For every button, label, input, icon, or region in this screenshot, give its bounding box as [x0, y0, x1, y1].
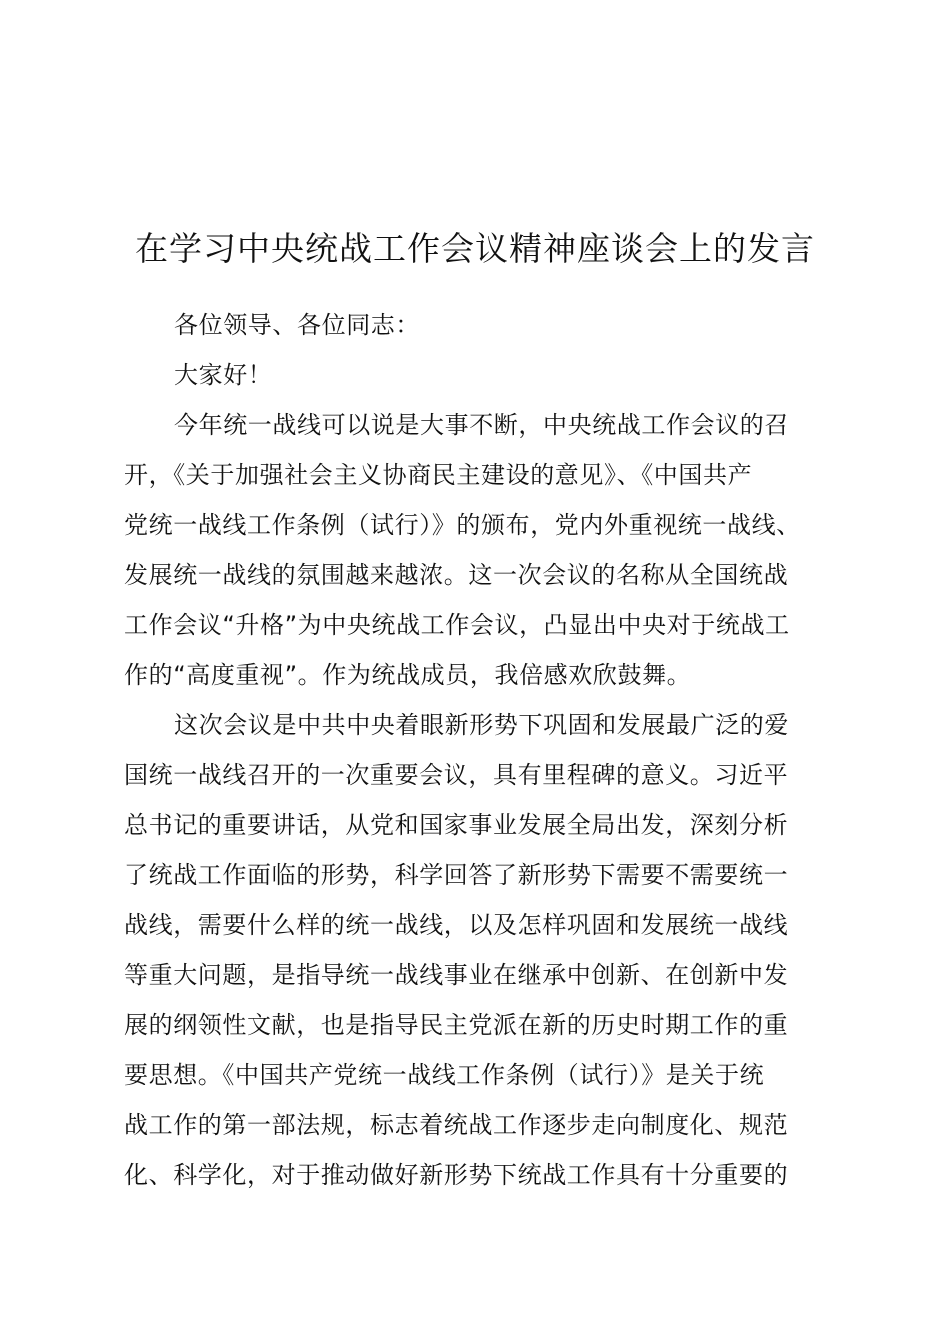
document-body [124, 300, 839, 1200]
greeting-line: 大家好！ [174, 361, 273, 389]
paragraph-line: 国统一战线召开的一次重要会议，具有里程碑的意义。习近平 [124, 761, 789, 789]
paragraph-line: 化、科学化，对于推动做好新形势下统战工作具有十分重要的 [124, 1161, 789, 1189]
paragraph-line: 工作会议“升格”为中央统战工作会议，凸显出中央对于统战工 [124, 611, 790, 639]
paragraph-line: 今年统一战线可以说是大事不断，中央统战工作会议的召 [174, 411, 789, 439]
paragraph-line: 这次会议是中共中央着眼新形势下巩固和发展最广泛的爱 [174, 711, 789, 739]
paragraph-line: 要思想。《中国共产党统一战线工作条例（试行）》是关于统 [124, 1061, 765, 1089]
paragraph-line: 战线，需要什么样的统一战线，以及怎样巩固和发展统一战线 [124, 911, 789, 939]
paragraph-line: 发展统一战线的氛围越来越浓。这一次会议的名称从全国统战 [124, 561, 789, 589]
paragraph-line: 开，《关于加强社会主义协商民主建设的意见》、《中国共产 [124, 461, 753, 489]
salutation-line: 各位领导、各位同志： [174, 311, 420, 339]
paragraph-line: 总书记的重要讲话，从党和国家事业发展全局出发，深刻分析 [124, 811, 789, 839]
document-title: 在学习中央统战工作会议精神座谈会上的发言 [135, 229, 815, 268]
paragraph-line: 作的“高度重视”。作为统战成员，我倍感欢欣鼓舞。 [124, 661, 692, 689]
paragraph-line: 党统一战线工作条例（试行）》的颁布，党内外重视统一战线、 [124, 511, 801, 539]
paragraph-line: 等重大问题，是指导统一战线事业在继承中创新、在创新中发 [124, 961, 789, 989]
paragraph-line: 展的纲领性文献，也是指导民主党派在新的历史时期工作的重 [124, 1011, 789, 1039]
paragraph-line: 战工作的第一部法规，标志着统战工作逐步走向制度化、规范 [124, 1111, 789, 1139]
paragraph-line: 了统战工作面临的形势，科学回答了新形势下需要不需要统一 [124, 861, 789, 889]
